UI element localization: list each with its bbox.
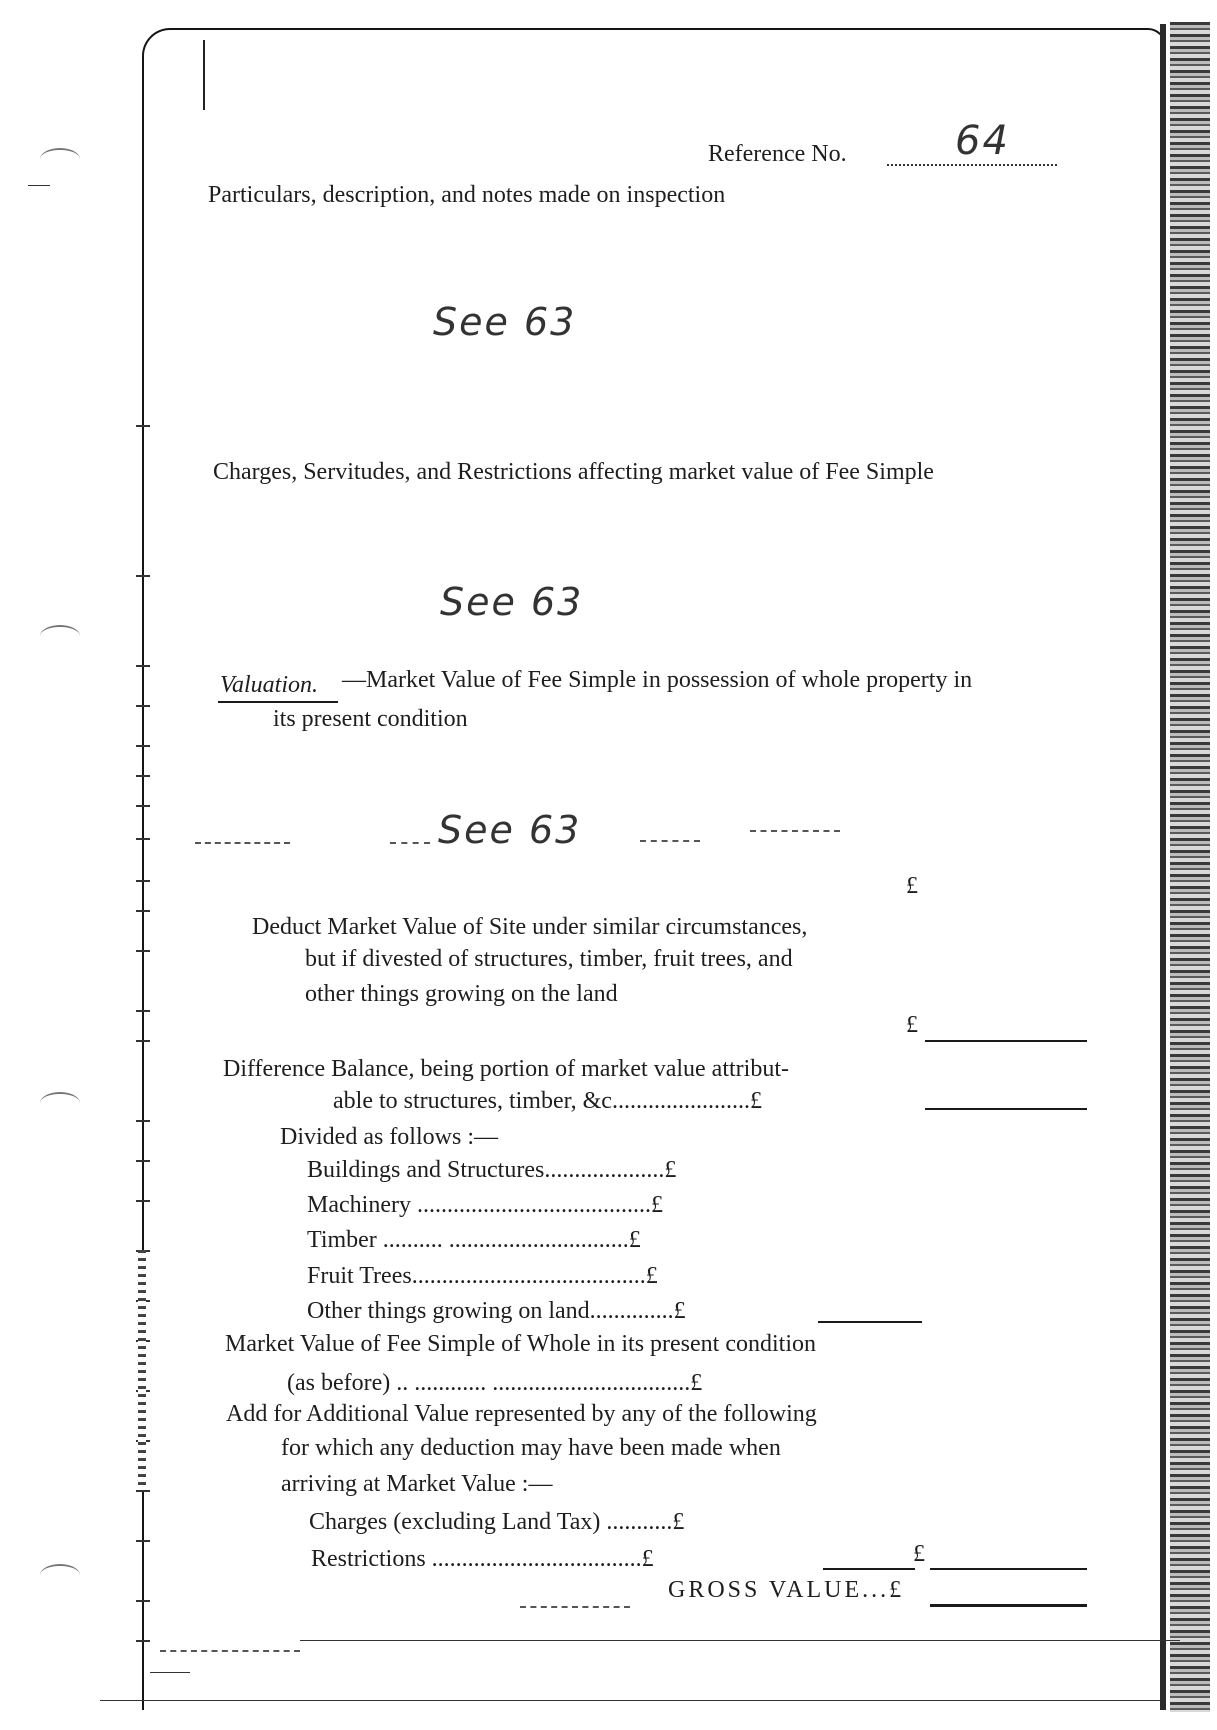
margin-tick bbox=[136, 1600, 150, 1602]
valuation-entry-line bbox=[750, 830, 840, 832]
margin-tick bbox=[136, 665, 150, 667]
add-item-charges: Charges (excluding Land Tax) ...........£ bbox=[309, 1509, 685, 1535]
margin-tick bbox=[136, 1490, 150, 1492]
particulars-entry: See 63 bbox=[433, 300, 577, 344]
restrictions-amount-line bbox=[823, 1568, 915, 1570]
deduct-line-1: Deduct Market Value of Site under similar circumstances, bbox=[252, 914, 808, 940]
difference-line-1: Difference Balance, being portion of market value attribut- bbox=[223, 1056, 789, 1082]
margin-tick bbox=[136, 575, 150, 577]
gross-value-line bbox=[930, 1604, 1087, 1607]
reference-number: 64 bbox=[955, 118, 1010, 164]
divided-item-timber: Timber .......... ..............................£ bbox=[307, 1227, 641, 1253]
margin-tick bbox=[136, 705, 150, 707]
charges-heading: Charges, Servitudes, and Restrictions affecting market value of Fee Simple bbox=[213, 459, 934, 485]
add-item-restrictions: Restrictions ...................................£ bbox=[311, 1546, 654, 1572]
gross-value-label: GROSS VALUE...£ bbox=[668, 1577, 905, 1603]
margin-scan-strip bbox=[138, 1250, 146, 1490]
margin-tick bbox=[136, 880, 150, 882]
divided-item-fruit-trees: Fruit Trees.......................................£ bbox=[307, 1263, 658, 1289]
top-left-mark bbox=[203, 40, 205, 110]
add-line-2: for which any deduction may have been made when bbox=[281, 1435, 781, 1461]
margin-tick bbox=[136, 1120, 150, 1122]
margin-tick bbox=[136, 805, 150, 807]
margin-mark bbox=[150, 1672, 190, 1673]
valuation-entry-line bbox=[390, 842, 430, 844]
margin-tick bbox=[136, 1540, 150, 1542]
valuation-entry: See 63 bbox=[438, 808, 582, 852]
valuation-label: Valuation. bbox=[220, 672, 319, 698]
difference-amount-line bbox=[925, 1108, 1087, 1110]
valuation-entry-line bbox=[195, 842, 290, 844]
divided-item-machinery: Machinery .......................................£ bbox=[307, 1192, 663, 1218]
deduct-amount-line bbox=[925, 1040, 1087, 1042]
margin-tick bbox=[136, 1160, 150, 1162]
deduct-pound-sign: £ bbox=[906, 1012, 918, 1038]
divided-item-other-things: Other things growing on land..............£ bbox=[307, 1298, 686, 1324]
page-spine-shadow bbox=[1170, 22, 1210, 1712]
deduct-line-2: but if divested of structures, timber, fruit trees, and bbox=[305, 946, 793, 972]
difference-line-2: able to structures, timber, &c.......................£ bbox=[333, 1088, 762, 1114]
page-spine-edge bbox=[1160, 24, 1166, 1710]
margin-tick bbox=[136, 838, 150, 840]
reference-dotted-line bbox=[887, 164, 1057, 166]
reference-label: Reference No. bbox=[708, 141, 847, 167]
bottom-edge-line bbox=[100, 1700, 1160, 1701]
margin-tick bbox=[136, 745, 150, 747]
gross-value-dash bbox=[520, 1606, 630, 1608]
divided-subtotal-line bbox=[818, 1321, 922, 1323]
deduct-line-3: other things growing on the land bbox=[305, 981, 618, 1007]
add-line-1: Add for Additional Value represented by any of the following bbox=[226, 1401, 817, 1427]
valuation-text: —Market Value of Fee Simple in possession of whole property in bbox=[342, 667, 973, 693]
divided-heading: Divided as follows :— bbox=[280, 1124, 498, 1150]
charges-entry: See 63 bbox=[440, 580, 584, 624]
margin-tick bbox=[136, 1200, 150, 1202]
valuation-pound-sign: £ bbox=[906, 873, 918, 899]
add-total-line bbox=[930, 1568, 1087, 1570]
market-line-1: Market Value of Fee Simple of Whole in its present condition bbox=[225, 1331, 816, 1357]
margin-tick bbox=[136, 775, 150, 777]
margin-tick bbox=[136, 910, 150, 912]
margin-tick bbox=[136, 950, 150, 952]
valuation-underline bbox=[218, 701, 338, 703]
valuation-text-2: its present condition bbox=[273, 706, 468, 732]
add-line-3: arriving at Market Value :— bbox=[281, 1471, 553, 1497]
restrictions-total-pound-sign: £ bbox=[913, 1541, 925, 1567]
hole-mark bbox=[40, 625, 80, 647]
valuation-entry-line bbox=[640, 840, 700, 842]
bottom-edge-line bbox=[300, 1640, 1180, 1641]
margin-tick bbox=[136, 425, 150, 427]
hole-mark bbox=[40, 148, 80, 170]
margin-tick bbox=[136, 1040, 150, 1042]
margin-mark bbox=[28, 185, 50, 186]
hole-mark bbox=[40, 1092, 80, 1114]
market-line-2: (as before) .. ............ .................................£ bbox=[287, 1370, 703, 1396]
particulars-heading: Particulars, description, and notes made on inspection bbox=[208, 182, 726, 208]
bottom-edge-dash bbox=[160, 1650, 300, 1652]
divided-item-buildings: Buildings and Structures....................£ bbox=[307, 1157, 677, 1183]
hole-mark bbox=[40, 1564, 80, 1586]
margin-tick bbox=[136, 1640, 150, 1642]
margin-tick bbox=[136, 1010, 150, 1012]
